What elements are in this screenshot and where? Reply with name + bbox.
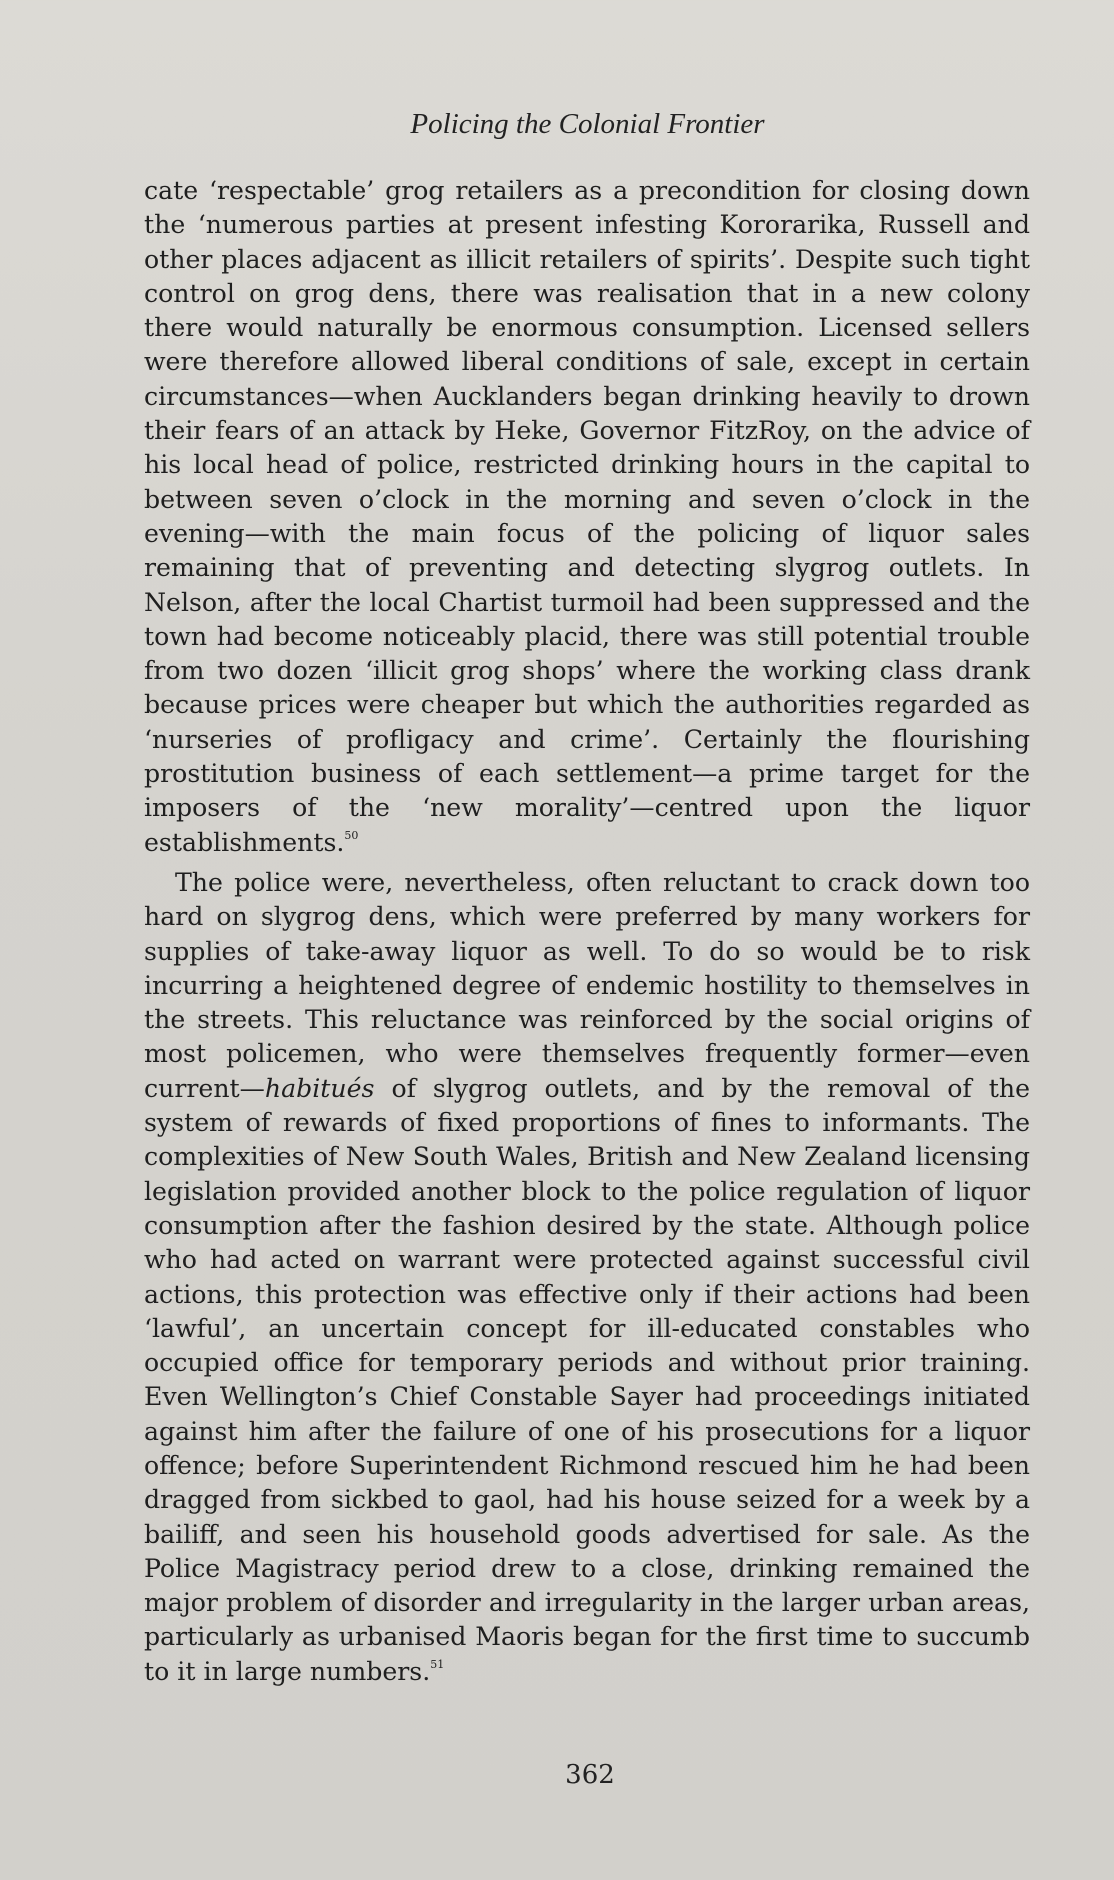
running-head: Policing the Colonial Frontier — [410, 108, 765, 140]
paragraph-1-text: cate ‘respectable’ grog retailers as a precondition for closing down the ‘numerous parties at present infesting Kororarika, Russell and other places adjacent as illicit retailers of spirits’. Despite such tight control on grog dens, there was realisation that in a new colony there would naturally be enormous consumption. Licensed sellers were therefore allowed liberal conditions of sale, except in certain circumstances—when Aucklanders began drinking heavily to drown their fears of an attack by Heke, Governor FitzRoy, on the advice of his local head of police, restricted drinking hours in the capital to between seven o’clock in the morning and seven o’clock in the evening—with the main focus of the policing of liquor sales remaining that of preventing and detecting slygrog outlets. In Nelson, after the local Chartist turmoil had been suppressed and the town had become noticeably placid, there was still potential trouble from two dozen ‘illicit grog shops’ where the working class drank because prices were cheaper but which the authorities regarded as ‘nurseries of profligacy and crime’. Certainly the flourishing prostitution business of each settlement—a prime target for the imposers of the ‘new morality’—centred upon the liquor establishments. — [144, 176, 1030, 857]
paragraph-2 — [144, 866, 1030, 1689]
italic-term: habitués — [264, 1073, 375, 1103]
paragraph-2-text-a: The police were, nevertheless, often reluctant to crack down too hard on slygrog dens, which were preferred by many workers for supplies of take-away liquor as well. To do so would be to risk incurring a heightened degree of endemic hostility to themselves in the streets. This reluctance was reinforced by the social origins of most policemen, who were themselves frequently former—even current— — [144, 867, 1030, 1103]
page-number: 362 — [565, 1760, 615, 1790]
footnote-ref-50: 50 — [344, 828, 359, 842]
footnote-ref-51: 51 — [430, 1657, 445, 1671]
body-text — [144, 174, 1030, 1689]
paragraph-1 — [144, 174, 1030, 860]
paragraph-2-text-b: of slygrog outlets, and by the removal of the system of rewards of fixed proportions of fines to informants. The complexities of New South Wales, British and New Zealand licensing legislation provided another block to the police regulation of liquor consumption after the fashion desired by the state. Although police who had acted on warrant were protected against successful civil actions, this protection was effective only if their actions had been ‘lawful’, an uncertain concept for ill-educated constables who occupied office for temporary periods and without prior training. Even Wellington’s Chief Constable Sayer had proceedings initiated against him after the failure of one of his prosecutions for a liquor offence; before Superintendent Richmond rescued him he had been dragged from sickbed to gaol, had his house seized for a week by a bailiff, and seen his household goods advertised for sale. As the Police Magistracy period drew to a close, drinking remained the major problem of disorder and irregularity in the larger urban areas, particularly as urbanised Maoris began for the first time to succumb to it in large numbers. — [144, 1073, 1030, 1686]
